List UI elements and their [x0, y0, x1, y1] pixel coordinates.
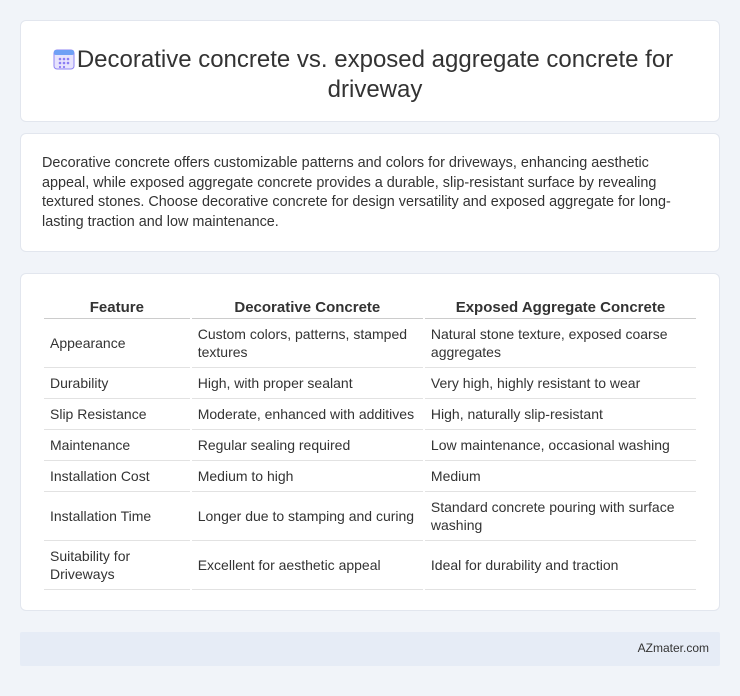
header-card — [20, 20, 720, 122]
table-row — [44, 492, 696, 541]
table-cell: Durability — [44, 368, 190, 399]
table-cell: Suitability for Driveways — [44, 541, 190, 590]
table-header-row — [44, 297, 696, 319]
table-cell: Maintenance — [44, 430, 190, 461]
table-cell: Longer due to stamping and curing — [192, 492, 423, 541]
table-row — [44, 399, 696, 430]
page-title: Decorative concrete vs. exposed aggregate concrete for driveway — [76, 46, 674, 103]
table-cell: High, naturally slip-resistant — [425, 399, 696, 430]
column-header: Feature — [44, 297, 190, 319]
comparison-card — [20, 273, 720, 611]
table-cell: Regular sealing required — [192, 430, 423, 461]
table-row — [44, 319, 696, 368]
summary-card — [20, 133, 720, 252]
table-row — [44, 368, 696, 399]
table-cell: Ideal for durability and traction — [425, 541, 696, 590]
footer-brand[interactable]: AZmater.com — [637, 641, 709, 655]
table-cell: Very high, highly resistant to wear — [425, 368, 696, 399]
table-cell: Medium to high — [192, 461, 423, 492]
table-row — [44, 541, 696, 590]
table-row — [44, 461, 696, 492]
table-row — [44, 430, 696, 461]
table-cell: Moderate, enhanced with additives — [192, 399, 423, 430]
table-cell: High, with proper sealant — [192, 368, 423, 399]
table-cell: Natural stone texture, exposed coarse aggregates — [425, 319, 696, 368]
table-cell: Low maintenance, occasional washing — [425, 430, 696, 461]
comparison-table — [42, 297, 698, 590]
table-cell: Slip Resistance — [44, 399, 190, 430]
footer-bar — [20, 632, 720, 666]
table-cell: Appearance — [44, 319, 190, 368]
table-cell: Excellent for aesthetic appeal — [192, 541, 423, 590]
table-cell: Medium — [425, 461, 696, 492]
table-cell: Installation Cost — [44, 461, 190, 492]
table-cell: Custom colors, patterns, stamped textures — [192, 319, 423, 368]
column-header: Exposed Aggregate Concrete — [425, 297, 696, 319]
table-cell: Standard concrete pouring with surface washing — [425, 492, 696, 541]
column-header: Decorative Concrete — [192, 297, 423, 319]
table-cell: Installation Time — [44, 492, 190, 541]
summary-text: Decorative concrete offers customizable patterns and colors for driveways, enhancing aesthetic appeal, while exposed aggregate concrete provides a durable, slip-resistant surface by revealing textured stones. Choose decorative concrete for design versatility and exposed aggregate for long-lasting traction and low maintenance. — [42, 155, 671, 230]
